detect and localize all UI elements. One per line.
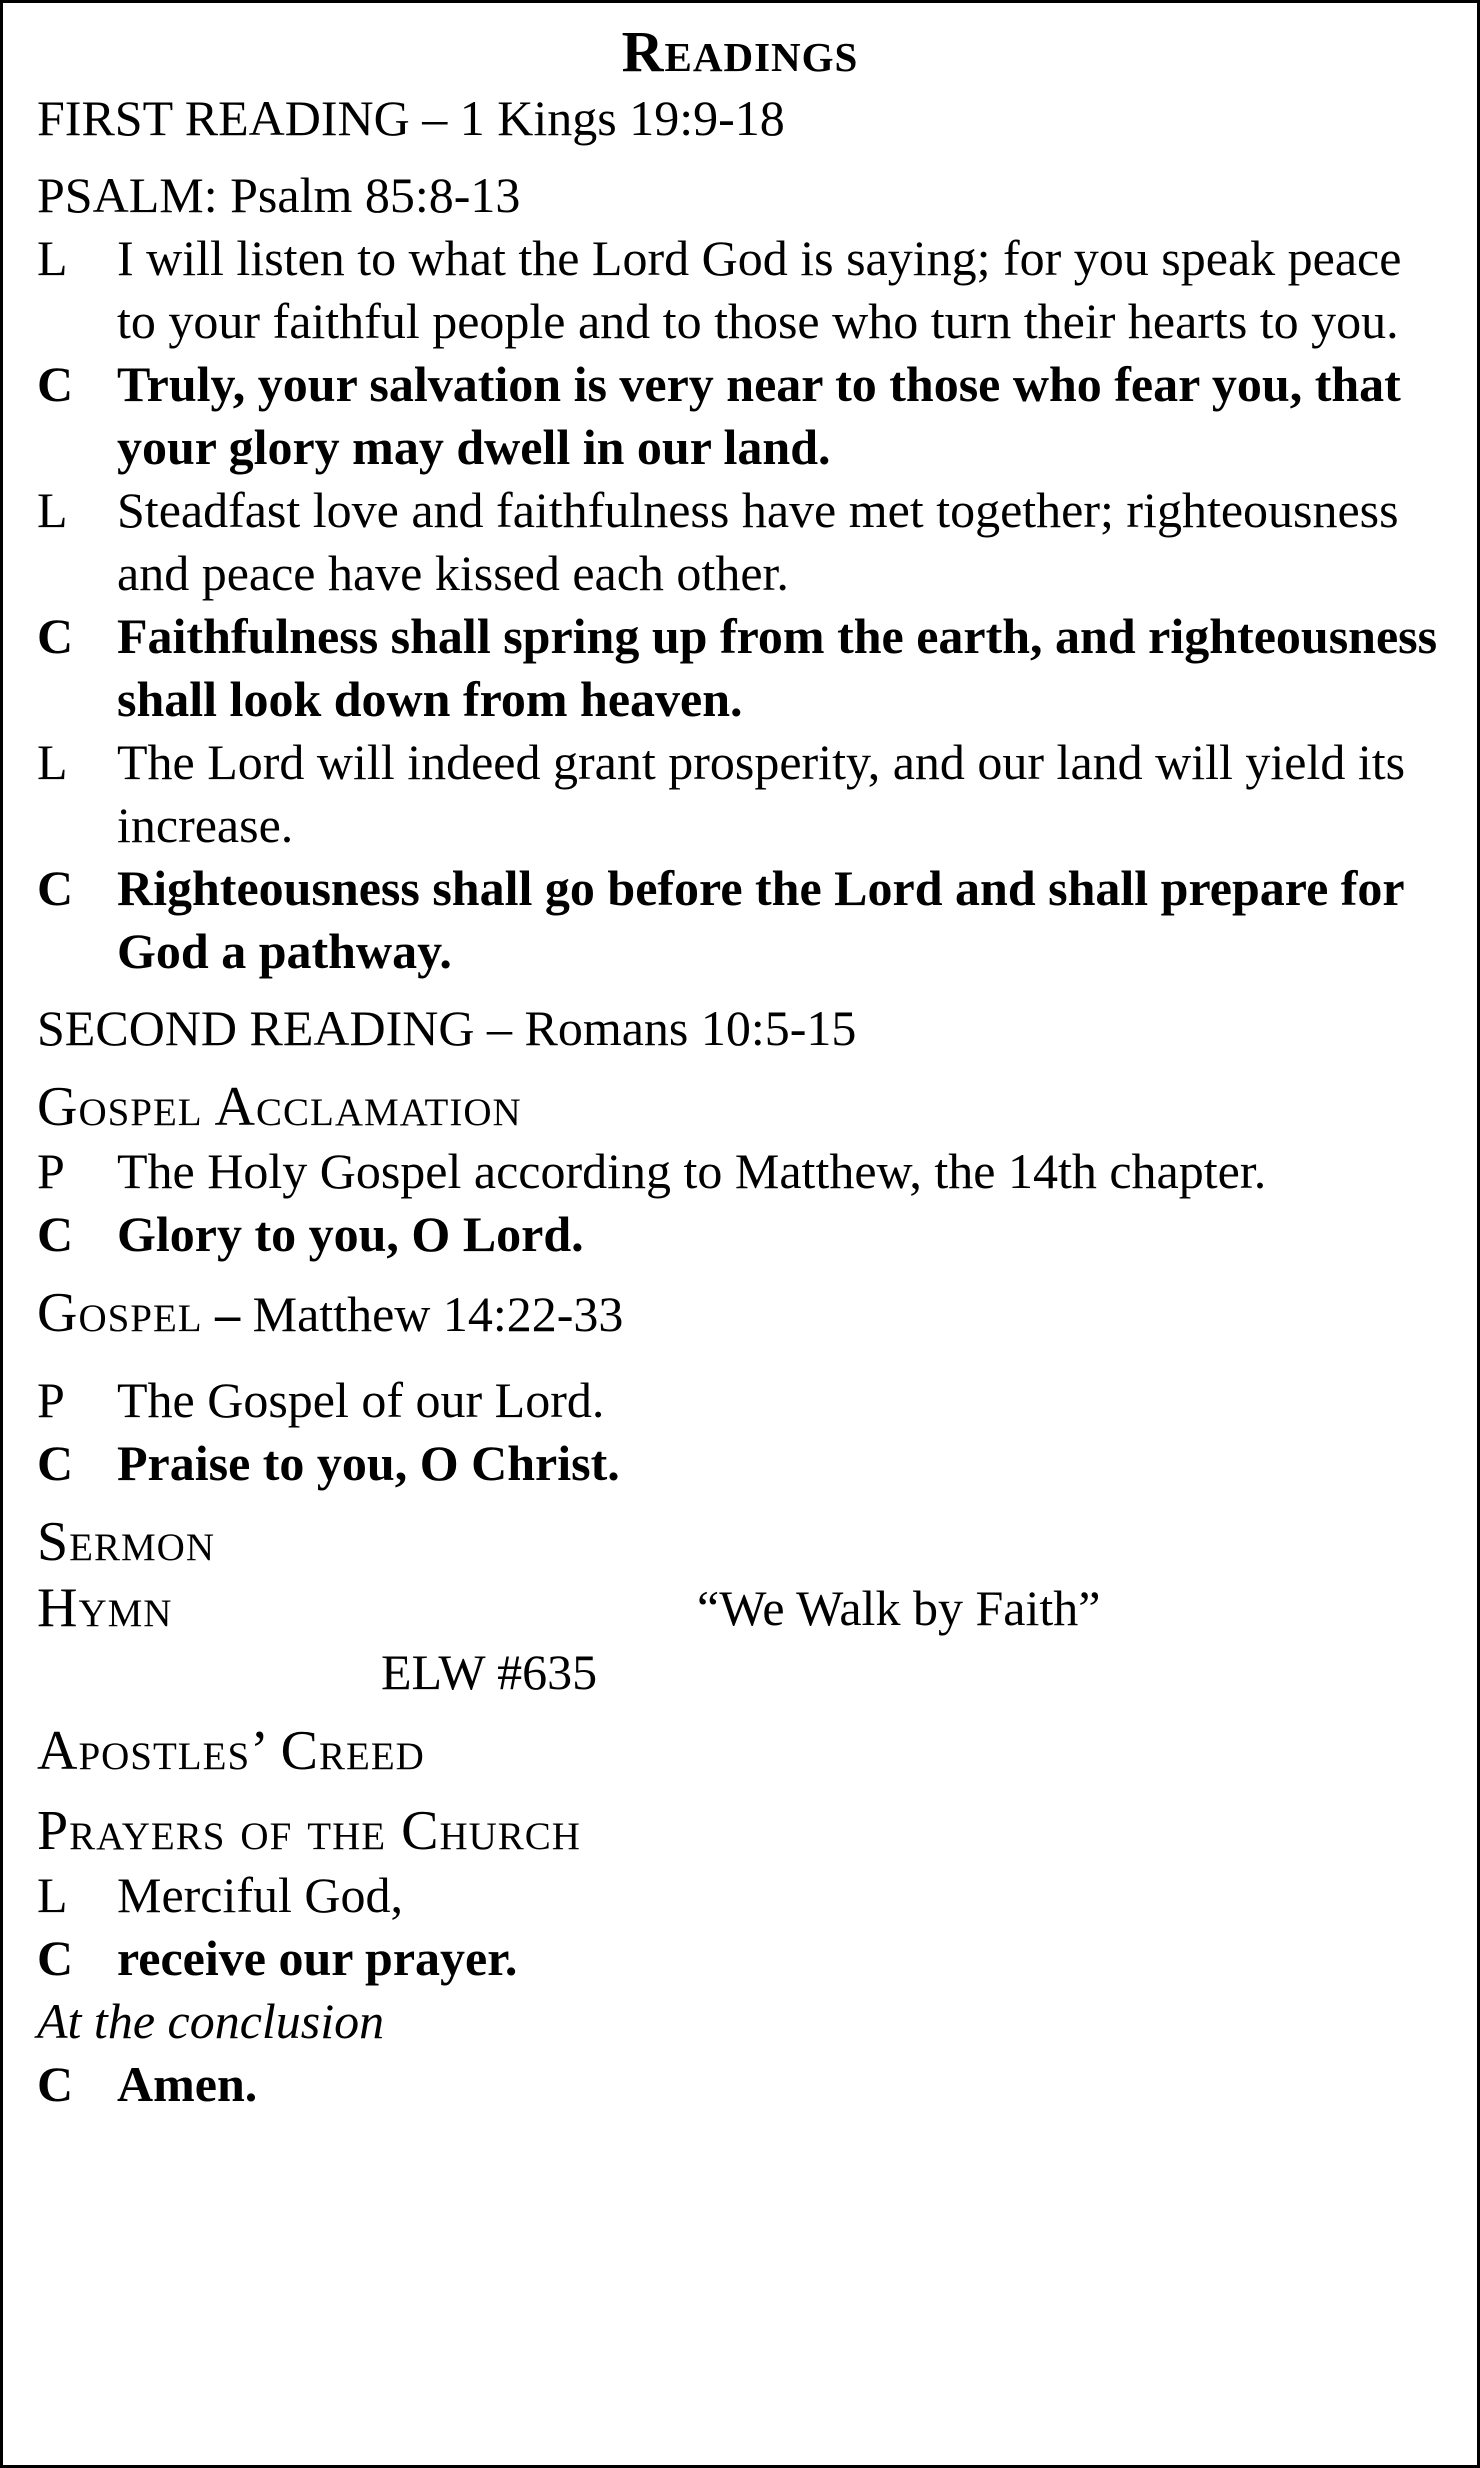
prayer-line xyxy=(37,1864,1443,1927)
gospel-acclamation-heading: Gospel Acclamation xyxy=(37,1076,522,1138)
prayers-heading: Prayers of the Church xyxy=(37,1800,581,1862)
speaker-label: C xyxy=(37,356,74,412)
first-reading-separator: – xyxy=(409,90,460,146)
speaker-label: P xyxy=(37,1372,65,1428)
psalm-line xyxy=(37,605,1443,731)
psalm-label: PSALM: Psalm 85:8-13 xyxy=(37,167,521,223)
line-text: I will listen to what the Lord God is saying; for you speak peace to your faithful people and to those who turn their hearts to you. xyxy=(117,230,1402,349)
speaker-label: C xyxy=(37,1206,74,1262)
gospel-line xyxy=(37,1432,1443,1495)
first-reading-label: FIRST READING xyxy=(37,90,410,146)
line-text: Faithfulness shall spring up from the earth, and righteousness shall look down from heaven. xyxy=(117,608,1438,727)
line-text: receive our prayer. xyxy=(117,1930,518,1986)
psalm-line xyxy=(37,857,1443,983)
speaker-label: L xyxy=(37,1867,68,1923)
gospel-heading xyxy=(37,1280,1443,1347)
gospel-line xyxy=(37,1369,1443,1432)
speaker-label: L xyxy=(37,230,68,286)
gospel-heading-label: Gospel xyxy=(37,1282,203,1344)
rubric-text: At the conclusion xyxy=(37,1993,385,2049)
line-text: Glory to you, O Lord. xyxy=(117,1206,584,1262)
speaker-label: C xyxy=(37,608,74,664)
gospel-ref: Matthew 14:22-33 xyxy=(252,1286,624,1342)
psalm-line xyxy=(37,227,1443,353)
sermon-heading: Sermon xyxy=(37,1511,215,1573)
acclamation-line xyxy=(37,1140,1443,1203)
speaker-label: C xyxy=(37,1930,74,1986)
page-title: Readings xyxy=(621,19,859,84)
second-reading-ref: Romans 10:5-15 xyxy=(524,1000,857,1056)
acclamation-line xyxy=(37,1203,1443,1266)
psalm-line xyxy=(37,479,1443,605)
line-text: The Lord will indeed grant prosperity, and our land will yield its increase. xyxy=(117,734,1406,853)
line-text: Righteousness shall go before the Lord and shall prepare for God a pathway. xyxy=(117,860,1404,979)
line-text: Truly, your salvation is very near to those who fear you, that your glory may dwell in our land. xyxy=(117,356,1401,475)
speaker-label: C xyxy=(37,1435,74,1491)
second-reading-separator: – xyxy=(474,1000,525,1056)
speaker-label: C xyxy=(37,860,74,916)
second-reading-label: SECOND READING xyxy=(37,1000,475,1056)
prayer-line xyxy=(37,1927,1443,1990)
psalm-line xyxy=(37,353,1443,479)
speaker-label: L xyxy=(37,482,68,538)
first-reading-ref: 1 Kings 19:9-18 xyxy=(459,90,785,146)
hymn-heading: Hymn xyxy=(37,1577,173,1639)
speaker-label: P xyxy=(37,1143,65,1199)
psalm-line xyxy=(37,731,1443,857)
hymn-title: “We Walk by Faith” xyxy=(697,1580,1101,1636)
second-reading xyxy=(37,997,1443,1060)
amen-line xyxy=(37,2053,1443,2116)
creed-heading: Apostles’ Creed xyxy=(37,1720,425,1782)
line-text: Amen. xyxy=(117,2056,258,2112)
line-text: Praise to you, O Christ. xyxy=(117,1435,620,1491)
gospel-separator: – xyxy=(202,1286,253,1342)
line-text: The Holy Gospel according to Matthew, the 14th chapter. xyxy=(117,1143,1267,1199)
line-text: Steadfast love and faithfulness have met together; righteousness and peace have kissed each other. xyxy=(117,482,1399,601)
hymn-number: ELW #635 xyxy=(381,1644,598,1700)
hymn-row xyxy=(37,1575,1443,1641)
speaker-label: C xyxy=(37,2056,74,2112)
speaker-label: L xyxy=(37,734,68,790)
psalm-lines xyxy=(37,227,1443,983)
line-text: Merciful God, xyxy=(117,1867,404,1923)
line-text: The Gospel of our Lord. xyxy=(117,1372,605,1428)
first-reading xyxy=(37,87,1443,150)
